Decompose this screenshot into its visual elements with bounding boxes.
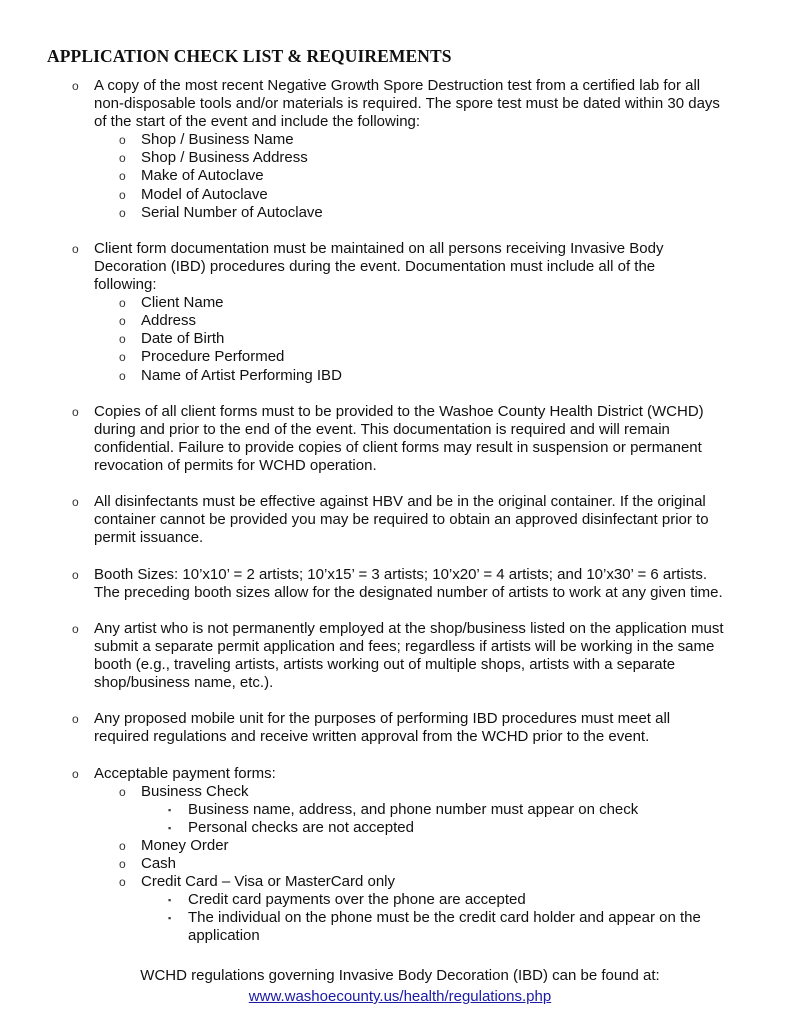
sub-list-item xyxy=(0,367,800,385)
square-bullet-icon: ▪ xyxy=(168,804,172,815)
line-text: Credit Card – Visa or MasterCard only xyxy=(141,873,395,891)
sub-list-item xyxy=(0,348,800,366)
circle-bullet-icon: o xyxy=(119,368,126,383)
list-item-line xyxy=(0,113,800,131)
line-text: Make of Autoclave xyxy=(141,167,264,185)
sub-list-item xyxy=(0,294,800,312)
list-item-line xyxy=(0,529,800,547)
sub-list-item xyxy=(0,204,800,222)
circle-bullet-icon: o xyxy=(72,766,79,781)
line-text: Money Order xyxy=(141,836,229,854)
sub-list-item xyxy=(0,312,800,330)
line-text: permit issuance. xyxy=(94,529,204,547)
line-text: Shop / Business Name xyxy=(141,131,294,149)
checklist xyxy=(0,77,800,946)
spacer xyxy=(0,475,800,493)
list-item-line xyxy=(0,566,800,584)
sub-list-item xyxy=(0,131,800,149)
page-title: APPLICATION CHECK LIST & REQUIREMENTS xyxy=(47,46,452,66)
circle-bullet-icon: o xyxy=(119,296,126,311)
line-text: submit a separate permit application and fees; regardless if artists will be working in the same xyxy=(94,637,715,655)
line-text: A copy of the most recent Negative Growth Spore Destruction test from a certified lab for all xyxy=(94,77,701,94)
circle-bullet-icon: o xyxy=(72,621,79,636)
circle-bullet-icon: o xyxy=(72,79,79,93)
list-item-line xyxy=(0,638,800,656)
sub-sub-list-item xyxy=(0,927,800,945)
line-text: during and prior to the end of the event. This documentation is required and will remain xyxy=(94,420,670,438)
spacer xyxy=(0,746,800,764)
sub-list-item xyxy=(0,330,800,348)
line-text: Copies of all client forms must to be provided to the Washoe County Health District (WCHD) xyxy=(94,402,704,420)
line-text: Any artist who is not permanently employed at the shop/business listed on the application must xyxy=(94,619,724,637)
regulations-link[interactable]: www.washoecounty.us/health/regulations.php xyxy=(248,988,552,1005)
spacer xyxy=(0,692,800,710)
line-text: revocation of permits for WCHD operation. xyxy=(94,456,377,474)
list-item-line xyxy=(0,674,800,692)
circle-bullet-icon: o xyxy=(119,838,126,853)
line-text: required regulations and receive written approval from the WCHD prior to the event. xyxy=(94,728,650,746)
line-text: following: xyxy=(94,276,157,294)
sub-list-item xyxy=(0,855,800,873)
sub-sub-list-item xyxy=(0,801,800,819)
circle-bullet-icon: o xyxy=(119,205,126,220)
line-text: of the start of the event and include the following: xyxy=(94,113,421,131)
sub-list-item xyxy=(0,167,800,185)
circle-bullet-icon: o xyxy=(119,332,126,347)
list-item-line xyxy=(0,95,800,113)
line-text: The preceding booth sizes allow for the designated number of artists to work at any given time. xyxy=(94,583,723,601)
line-text: Personal checks are not accepted xyxy=(188,818,414,836)
line-text: Model of Autoclave xyxy=(141,185,268,203)
line-text: Credit card payments over the phone are accepted xyxy=(188,891,526,909)
list-item-line xyxy=(0,765,800,783)
circle-bullet-icon: o xyxy=(72,495,79,510)
circle-bullet-icon: o xyxy=(119,169,126,184)
line-text: Address xyxy=(141,312,197,330)
list-item-line xyxy=(0,240,800,258)
line-text: booth (e.g., traveling artists, artists working out of multiple shops, artists with a separate xyxy=(94,656,676,673)
sub-list-item xyxy=(0,783,800,801)
sub-sub-list-item xyxy=(0,891,800,909)
line-text: Decoration (IBD) procedures during the event. Documentation must include all of the xyxy=(94,257,656,275)
list-item-line xyxy=(0,511,800,529)
spacer xyxy=(0,385,800,403)
line-text: Client form documentation must be maintained on all persons receiving Invasive Body xyxy=(94,239,664,257)
circle-bullet-icon: o xyxy=(119,187,126,202)
list-item-line xyxy=(0,457,800,475)
list-item-line xyxy=(0,620,800,638)
list-item-line xyxy=(0,403,800,421)
line-text: Procedure Performed xyxy=(141,348,285,366)
sub-list-item xyxy=(0,873,800,891)
line-text: Acceptable payment forms: xyxy=(94,764,276,782)
line-text: Name of Artist Performing IBD xyxy=(141,366,342,384)
footer xyxy=(0,965,800,1007)
line-text: Date of Birth xyxy=(141,330,225,348)
circle-bullet-icon: o xyxy=(119,314,126,329)
line-text: container cannot be provided you may be required to obtain an approved disinfectant prior to xyxy=(94,511,709,529)
line-text: shop/business name, etc.). xyxy=(94,674,274,692)
circle-bullet-icon: o xyxy=(119,875,126,890)
list-item-line xyxy=(0,493,800,511)
line-text: Booth Sizes: 10’x10’ = 2 artists; 10’x15’ = 3 artists; 10’x20’ = 4 artists; and 10’x30’ = 6 artists. xyxy=(94,565,708,583)
list-item-line xyxy=(0,421,800,439)
list-item-line xyxy=(0,710,800,728)
sub-sub-list-item xyxy=(0,819,800,837)
circle-bullet-icon: o xyxy=(119,350,126,365)
sub-list-item xyxy=(0,149,800,167)
line-text: non-disposable tools and/or materials is required. The spore test must be dated within 30 days xyxy=(94,95,720,113)
line-text: Business Check xyxy=(141,782,249,800)
square-bullet-icon: ▪ xyxy=(168,913,172,924)
list-item-line xyxy=(0,258,800,276)
line-text: Business name, address, and phone number must appear on check xyxy=(188,800,639,818)
list-item-line xyxy=(0,439,800,457)
circle-bullet-icon: o xyxy=(119,857,126,872)
line-text: Shop / Business Address xyxy=(141,149,308,167)
line-text: Cash xyxy=(141,855,177,873)
list-item-line xyxy=(0,584,800,602)
circle-bullet-icon: o xyxy=(72,567,79,582)
list-item-line xyxy=(0,276,800,294)
line-text: confidential. Failure to provide copies of client forms may result in suspension or permanent xyxy=(94,438,702,456)
line-text: Client Name xyxy=(141,294,224,312)
circle-bullet-icon: o xyxy=(72,712,79,727)
square-bullet-icon: ▪ xyxy=(168,895,172,906)
circle-bullet-icon: o xyxy=(72,241,79,256)
circle-bullet-icon: o xyxy=(119,133,126,148)
spacer xyxy=(0,547,800,565)
line-text: The individual on the phone must be the credit card holder and appear on the xyxy=(188,909,701,927)
sub-list-item xyxy=(0,837,800,855)
line-text: Serial Number of Autoclave xyxy=(141,203,323,221)
spacer xyxy=(0,222,800,240)
circle-bullet-icon: o xyxy=(119,151,126,166)
list-item-line xyxy=(0,77,800,95)
sub-list-item xyxy=(0,186,800,204)
line-text: Any proposed mobile unit for the purposes of performing IBD procedures must meet all xyxy=(94,710,671,728)
list-item-line xyxy=(0,728,800,746)
circle-bullet-icon: o xyxy=(72,404,79,419)
footer-text: WCHD regulations governing Invasive Body Decoration (IBD) can be found at: xyxy=(140,967,660,984)
line-text: All disinfectants must be effective against HBV and be in the original container. If the original xyxy=(94,493,706,511)
line-text: application xyxy=(188,927,260,945)
spacer xyxy=(0,602,800,620)
list-item-line xyxy=(0,656,800,674)
circle-bullet-icon: o xyxy=(119,784,126,799)
square-bullet-icon: ▪ xyxy=(168,822,172,833)
sub-sub-list-item xyxy=(0,909,800,927)
